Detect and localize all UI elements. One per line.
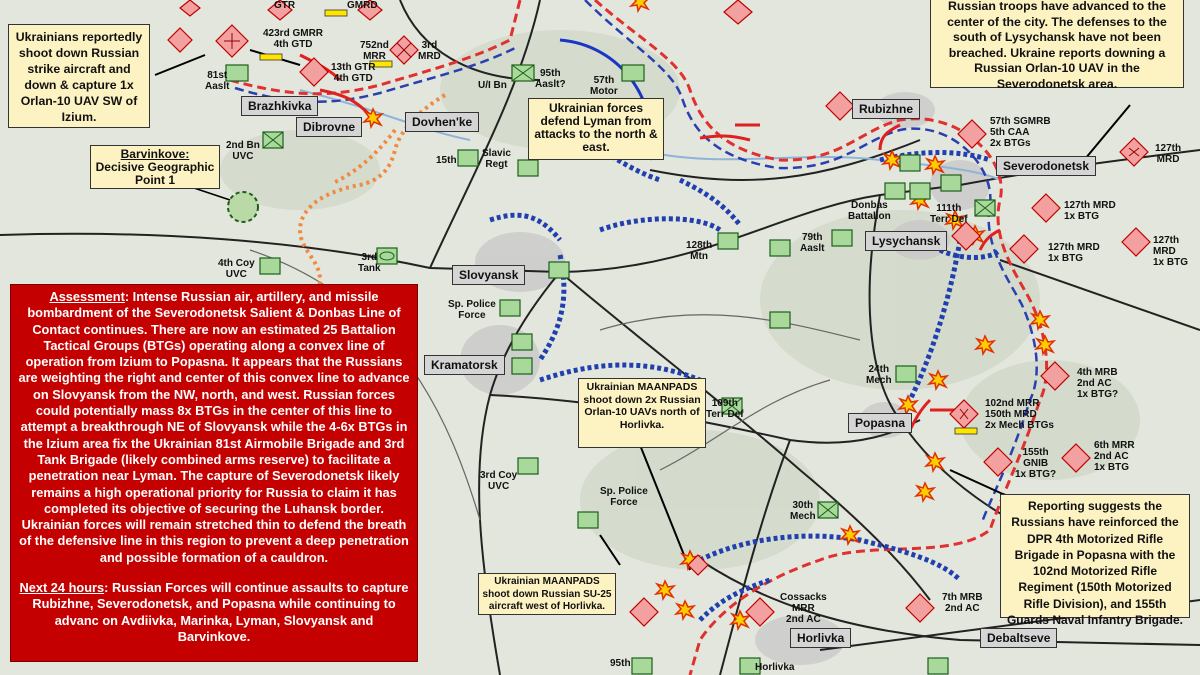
unit-4-coy: 4th Coy UVC [218, 258, 255, 280]
unit-3-coy: 3rd Coy UVC [480, 470, 518, 492]
city-debaltseve: Debaltseve [980, 628, 1057, 648]
assessment-heading: Assessment [49, 289, 125, 304]
unit-752-mrr: 752nd MRR [360, 40, 389, 62]
city-kramatorsk: Kramatorsk [424, 355, 505, 375]
unit-423-gmrr: 423rd GMRR 4th GTD [263, 28, 324, 50]
unit-30-mech: 30th Mech [790, 500, 816, 522]
unit-111-terr: 111th Terr Def [930, 203, 968, 225]
unit-cossacks: Cossacks MRR 2nd AC [780, 592, 827, 625]
city-slovyansk: Slovyansk [452, 265, 525, 285]
callout-severodonetsk: Russian troops have advanced to the center of the city. The defenses to the south of Lysychansk have not been breached. Ukraine reports downing a Russian Orlan-10 UAV in the Severodonetsk area. [930, 0, 1184, 88]
unit-gmrd-top: GMRD [347, 0, 378, 11]
unit-155-gnib: 155th GNIB 1x BTG? [1015, 447, 1057, 480]
callout-izium-shootdown: Ukrainians reportedly shoot down Russian strike aircraft and down & capture 1x Orlan-10 UAV SW of Izium. [8, 24, 150, 128]
assessment-paragraph [17, 289, 411, 566]
unit-13-gtr: 13th GTR 4th GTD [331, 62, 376, 84]
unit-128-mtn: 128th Mtn [686, 240, 713, 262]
next24-body: : Russian Forces will continue assaults to capture Rubizhne, Severodonetsk, and Popasna while continuing to advanc on Avdiivka, Marinka, Lyman, Slovyansk and Barvinkove. [32, 580, 409, 644]
city-rubizhne: Rubizhne [852, 99, 920, 119]
city-popasna: Popasna [848, 413, 912, 433]
callout-manpads-uav: Ukrainian MAANPADS shoot down 2x Russian Orlan-10 UAVs north of Horlivka. [578, 378, 706, 448]
assessment-panel [10, 284, 418, 662]
unit-ui-bn: U/I Bn [478, 80, 507, 91]
callout-lyman: Ukrainian forces defend Lyman from attacks to the north & east. [528, 98, 664, 160]
unit-127-mrd-a: 127th MRD 1x BTG [1064, 200, 1116, 222]
unit-4-mrb: 4th MRB 2nd AC 1x BTG? [1077, 367, 1119, 400]
city-lysychansk: Lysychansk [865, 231, 947, 251]
unit-95-aaslt: 95th Aaslt? [535, 68, 566, 90]
city-brazhkivka: Brazhkivka [241, 96, 318, 116]
city-dibrovne: Dibrovne [296, 117, 362, 137]
unit-57-sgmrb: 57th SGMRB 5th CAA 2x BTGs [990, 116, 1051, 149]
next24-paragraph [17, 580, 411, 645]
next24-heading: Next 24 hours [19, 580, 105, 596]
unit-95-bottom: 95th [610, 658, 631, 669]
unit-127-mrd-b: 127th MRD 1x BTG [1153, 235, 1189, 268]
unit-57-motor: 57th Motor [590, 75, 618, 97]
unit-3-tank: 3rd Tank [358, 252, 381, 274]
unit-slavic-regt: Slavic Regt [482, 148, 511, 170]
unit-127-mrd-c: 127th MRD 1x BTG [1048, 242, 1100, 264]
barvinkove-marker [228, 192, 258, 222]
callout-manpads-su25: Ukrainian MAANPADS shoot down Russian SU-25 aircraft west of Horlivka. [478, 573, 616, 615]
unit-109-terr: 109th Terr Def [706, 398, 744, 420]
callout-popasna: Reporting suggests the Russians have reinforced the DPR 4th Motorized Rifle Brigade in Popasna with the 102nd Motorized Rifle Regiment (150th Motorized Rifle Division), and 155th Guards Naval Infantry Brigade. [1000, 494, 1190, 618]
city-horlivka: Horlivka [790, 628, 851, 648]
unit-24-mech: 24th Mech [866, 364, 892, 386]
unit-2-bn: 2nd Bn UVC [226, 140, 260, 162]
unit-102-mrr: 102nd MRR 150th MRD 2x Mech BTGs [985, 398, 1054, 431]
barvinkove-line2: Point 1 [134, 173, 175, 187]
barvinkove-line1: Decisive Geographic [95, 160, 215, 174]
unit-donbas-bn: Donbas Battalion [848, 200, 891, 222]
unit-police-1: Sp. Police Force [448, 299, 496, 321]
unit-3-mrd: 3rd MRD [418, 40, 441, 62]
unit-6-mrr: 6th MRR 2nd AC 1x BTG [1094, 440, 1135, 473]
unit-127-mrd-top: 127th MRD [1155, 143, 1182, 165]
city-dovhenke: Dovhen'ke [405, 112, 479, 132]
unit-police-2: Sp. Police Force [600, 486, 648, 508]
unit-7-mrb: 7th MRB 2nd AC [942, 592, 983, 614]
unit-gtr-top: GTR [274, 0, 296, 11]
barvinkove-title: Barvinkove: [120, 147, 190, 161]
assessment-body: : Intense Russian air, artillery, and missile bombardment of the Severodonetsk Salient & Donbas Line of Contact continues. There are now an estimated 25 Battalion Tactical Groups (BTGs) operating along a convex line of operation from Izium to Popasna. It appears that the Russians are weighting the right and center of this convex line to advance on Slovyansk from the NW, north, and west. Russian forces could potentially mass 8x BTGs in the center of this line to attempt a breakthrough NE of Slovyansk while the 4-6x BTGs in the Izium area fix the Ukrainian 81st Airmobile Brigade and 3rd Tank Brigade (likely combined arms reserve) to facilitate a penetration near Lyman. The capture of Severodonetsk likely remains a high operational priority for Russia to claim it has completed its objective of securing the Luhansk border. Ukrainian forces will remain stretched thin to defend the breath of the defensive line in this region to prevent a deep penetration and possible formation of a cauldron. [18, 289, 410, 565]
unit-81-aaslt: 81st Aaslt [205, 70, 230, 92]
callout-barvinkove [90, 145, 220, 189]
city-severodonetsk: Severodonetsk [996, 156, 1096, 176]
unit-horlivka-small: Horlivka [755, 662, 795, 673]
unit-79-aaslt: 79th Aaslt [800, 232, 825, 254]
unit-15: 15th [436, 155, 457, 166]
